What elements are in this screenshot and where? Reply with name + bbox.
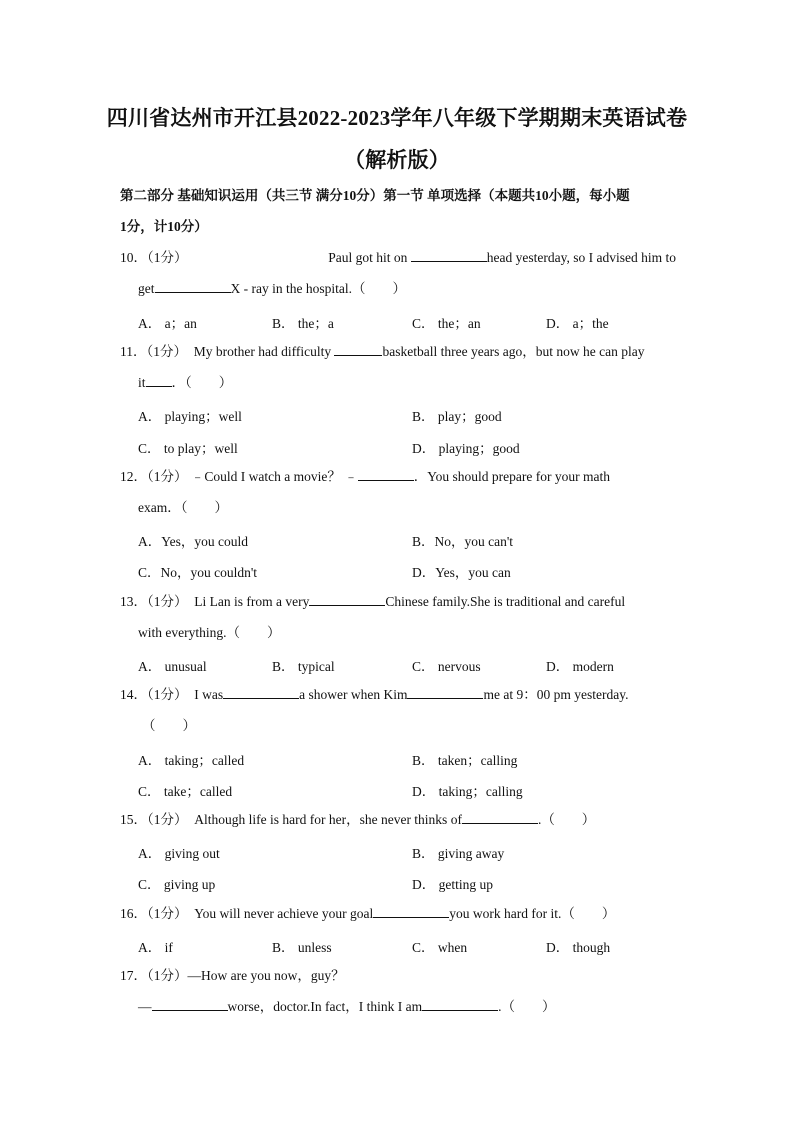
option-c[interactable]: C． when [412,940,468,955]
option-a[interactable]: A． unusual [138,659,207,674]
option-b[interactable]: B．No，you can't [412,534,514,549]
question-10: 10．（1分） Paul got hit on head yesterday, so I advised him to get X - ray in the hospital.（ ） [120,242,676,304]
option-d[interactable]: D． though [546,940,611,955]
question-14: 14．（1分） I was a shower when Kim me at 9：00 pm yesterday. （ ） [120,687,629,733]
question-number: 15．（1分） [120,812,188,827]
answer-blank [373,905,449,918]
question-number: 11．（1分） [120,344,187,359]
option-c[interactable]: C． to play；well [138,441,238,456]
option-c[interactable]: C．No，you couldn't [138,565,258,580]
question-16: 16．（1分） You will never achieve your goal you work hard for it.（ ） [120,906,616,921]
option-b[interactable]: B． the；a [272,316,334,331]
option-c[interactable]: C． giving up [138,877,216,892]
answer-blank [422,998,498,1011]
question-number: 16．（1分） [120,906,188,921]
question-11: 11．（1分） My brother had difficulty basketball three years ago，but now he can play it ．（ ） [120,344,645,390]
answer-blank [358,468,414,481]
question-number: 13．（1分） [120,594,188,609]
option-b[interactable]: B． play；good [412,409,502,424]
answer-blank [152,998,228,1011]
option-b[interactable]: B． taken；calling [412,753,518,768]
answer-blank [334,343,382,356]
answer-blank [407,686,483,699]
option-b[interactable]: B． typical [272,659,335,674]
answer-blank [146,374,172,387]
option-b[interactable]: B． unless [272,940,332,955]
question-17: 17．（1分）—How are you now，guy？ — worse，doctor.In fact，I think I am .（ ） [120,968,556,1014]
option-c[interactable]: C． nervous [412,659,481,674]
option-a[interactable]: A． if [138,940,173,955]
option-a[interactable]: A．Yes，you could [138,534,249,549]
page-subtitle: （解析版） [344,148,450,172]
option-a[interactable]: A． a；an [138,316,197,331]
option-d[interactable]: D． a；the [546,316,609,331]
option-d[interactable]: D． getting up [412,877,493,892]
answer-blank [155,280,231,293]
question-13: 13．（1分） Li Lan is from a very Chinese family.She is traditional and careful with everything.（ ） [120,594,626,640]
answer-blank [411,249,487,262]
option-b[interactable]: B． giving away [412,846,505,861]
section-heading [120,180,676,242]
option-d[interactable]: D． taking；calling [412,784,523,799]
question-number: 17．（1分） [120,968,188,983]
question-12: 12．（1分） ﹣Could I watch a movie？ ﹣ ．You should prepare for your math exam．（ ） [120,469,610,515]
option-a[interactable]: A． giving out [138,846,220,861]
section-line-2: 1分，计10分） [120,219,208,234]
option-a[interactable]: A． taking；called [138,753,245,768]
option-d[interactable]: D． playing；good [412,441,520,456]
question-number: 12．（1分） [120,469,188,484]
answer-blank [309,593,385,606]
option-c[interactable]: C． take；called [138,784,233,799]
question-number: 14．（1分） [120,687,188,702]
question-15: 15．（1分） Although life is hard for her，she never thinks of .（ ） [120,812,596,827]
answer-blank [462,811,538,824]
question-number: 10．（1分） [120,250,188,265]
option-c[interactable]: C． the；an [412,316,481,331]
page-title: 四川省达州市开江县2022-2023学年八年级下学期期末英语试卷 [106,106,688,130]
answer-blank [223,686,299,699]
section-line-1: 第二部分 基础知识运用（共三节 满分10分）第一节 单项选择（本题共10小题，每小题 [120,188,630,203]
option-d[interactable]: D． modern [546,659,614,674]
option-d[interactable]: D．Yes，you can [412,565,511,580]
option-a[interactable]: A． playing；well [138,409,242,424]
